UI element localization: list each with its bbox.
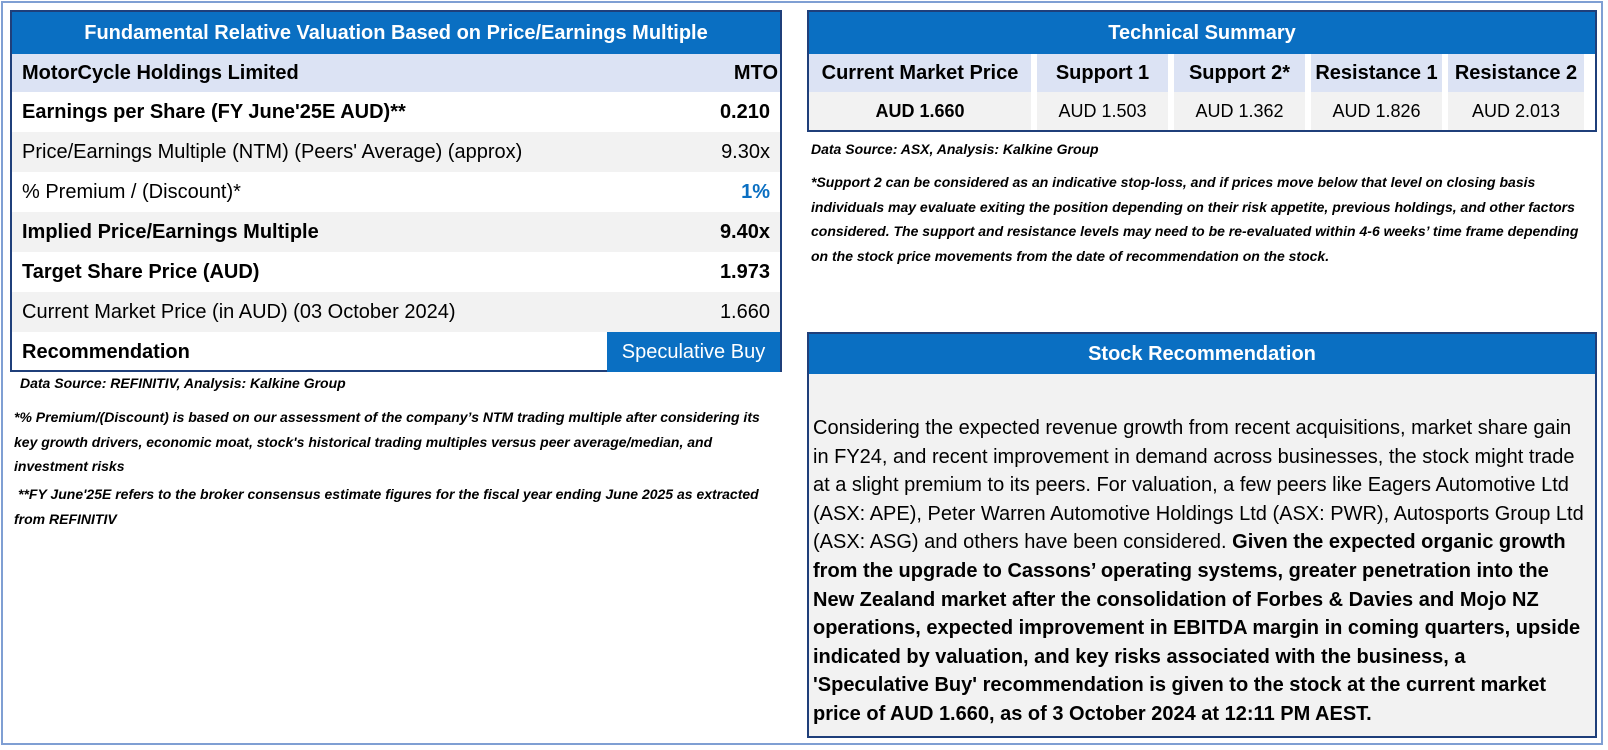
valuation-table (10, 10, 782, 372)
valuation-title: Fundamental Relative Valuation Based on Price/Earnings Multiple (12, 12, 780, 54)
premium-row (12, 172, 780, 212)
col-resistance-1 (1311, 54, 1442, 130)
recommendation-row (12, 332, 780, 372)
eps-value: 0.210 (719, 100, 770, 123)
pe-peers-value: 9.30x (721, 140, 770, 163)
col-value: AUD 1.826 (1311, 92, 1442, 130)
col-value: AUD 1.362 (1174, 92, 1305, 130)
premium-value: 1% (741, 180, 770, 203)
target-price-value: 1.973 (719, 260, 770, 283)
col-header: Support 2* (1174, 54, 1305, 92)
fy-footnote: **FY June'25E refers to the broker consensus estimate figures for the fiscal year ending June 2025 as extracted from REFINITIV (14, 486, 759, 527)
col-value: AUD 2.013 (1448, 92, 1584, 130)
premium-label: % Premium / (Discount)* (22, 180, 241, 203)
target-price-label: Target Share Price (AUD) (22, 260, 260, 283)
target-price-row (12, 252, 780, 292)
company-name: MotorCycle Holdings Limited (22, 61, 299, 84)
col-header: Resistance 1 (1311, 54, 1442, 92)
current-price-value: 1.660 (719, 300, 770, 323)
technical-data-source: Data Source: ASX, Analysis: Kalkine Group (811, 141, 1099, 157)
stock-rec-text: Considering the expected revenue growth from recent acquisitions, market share gain in FY24, and recent improvement in demand across businesses, the stock might trade at a slight premium to its peers. For valuation, a few peers like Eagers Automotive Ltd (ASX: APE), Peter Warren Automotive Holdings Ltd (ASX: PWR), Autosports Group Ltd (ASX: ASG) and others have been considered. (813, 417, 1584, 554)
eps-label: Earnings per Share (FY June'25E AUD)** (22, 100, 406, 123)
col-header: Current Market Price (809, 54, 1031, 92)
col-support-1 (1037, 54, 1168, 130)
stock-recommendation (807, 332, 1597, 738)
col-current-price (809, 54, 1031, 130)
eps-row (12, 92, 780, 132)
current-price-row (12, 292, 780, 332)
pe-peers-label: Price/Earnings Multiple (NTM) (Peers' Average) (approx) (22, 140, 523, 163)
ticker: MTO (733, 61, 778, 84)
recommendation-label: Recommendation (22, 340, 190, 363)
left-data-source: Data Source: REFINITIV, Analysis: Kalkine Group (20, 375, 346, 391)
premium-footnote: *% Premium/(Discount) is based on our assessment of the company’s NTM trading multiple after considering its key growth drivers, economic moat, stock's historical trading multiples versus peer average/median, and investment risks (14, 409, 760, 474)
col-support-2 (1174, 54, 1305, 130)
technical-title: Technical Summary (809, 12, 1595, 54)
stock-rec-text-bold: Given the expected organic growth from the upgrade to Cassons’ operating systems, greater penetration into the New Zealand market after the consolidation of Forbes & Davies and Mojo NZ operations, expected improvement in EBITDA margin in coming quarters, upside indicated by valuation, and key risks associated with the business, a 'Speculative Buy' recommendation is given to the stock at the current market price of AUD 1.660, as of 3 October 2024 at 12:11 PM AEST. (813, 531, 1581, 725)
technical-grid (809, 54, 1595, 130)
implied-pe-label: Implied Price/Earnings Multiple (22, 220, 319, 243)
technical-summary (807, 10, 1597, 132)
col-header: Resistance 2 (1448, 54, 1584, 92)
current-price-label: Current Market Price (in AUD) (03 October 2024) (22, 300, 456, 323)
implied-pe-row (12, 212, 780, 252)
col-resistance-2 (1448, 54, 1584, 130)
col-value: AUD 1.660 (809, 92, 1031, 130)
pe-peers-row (12, 132, 780, 172)
support-footnote: *Support 2 can be considered as an indicative stop-loss, and if prices move below that level on closing basis individuals may evaluate exiting the position depending on their risk appetite, previous holdings, and other factors considered. The support and resistance levels may need to be re-evaluated within 4-6 weeks’ time frame depending on the stock price movements from the date of recommendation on the stock. (811, 174, 1579, 264)
recommendation-badge: Speculative Buy (607, 332, 780, 372)
col-value: AUD 1.503 (1037, 92, 1168, 130)
col-header: Support 1 (1037, 54, 1168, 92)
implied-pe-value: 9.40x (719, 220, 770, 243)
company-row (12, 54, 780, 92)
stock-rec-title: Stock Recommendation (809, 334, 1595, 374)
stock-rec-body (813, 414, 1585, 729)
